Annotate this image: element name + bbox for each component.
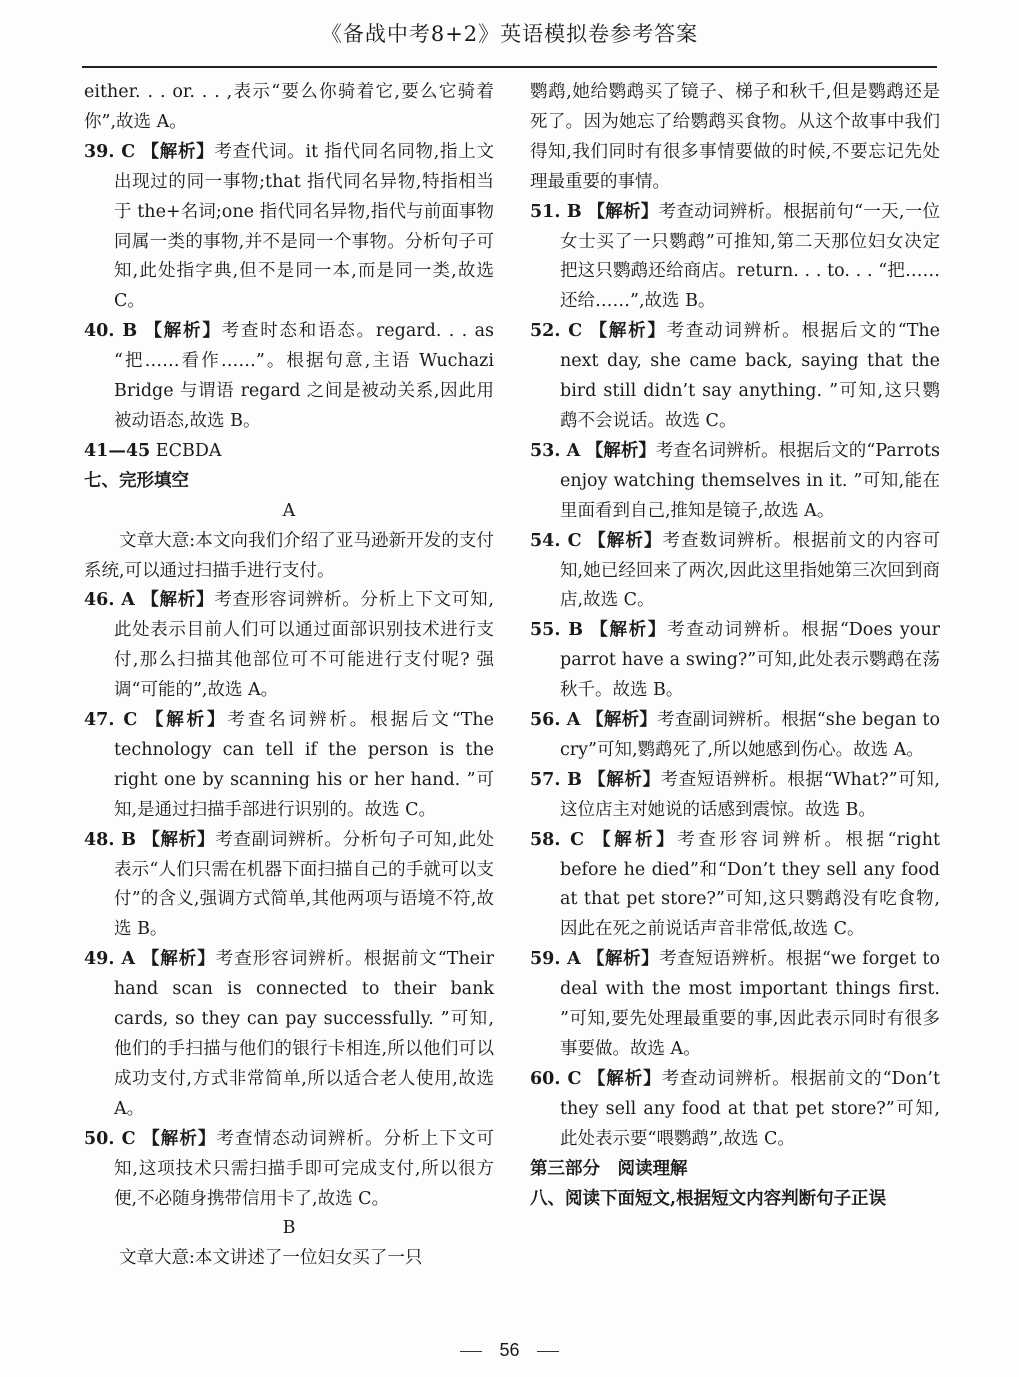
analysis-tag: 【解析】 xyxy=(589,321,667,342)
answer-number: 54. C xyxy=(530,530,582,551)
answer-item xyxy=(530,317,940,437)
analysis-tag: 【解析】 xyxy=(593,829,678,850)
answer-text: 考查形容词辨析。分析上下文可知,此处表示目前人们可以通过面部识别技术进行支付,那么扫描其他部位可不可能进行支付呢? 强调“可能的”,故选 A。 xyxy=(114,590,494,701)
analysis-tag: 【解析】 xyxy=(587,201,659,222)
analysis-tag: 【解析】 xyxy=(142,1128,217,1149)
answer-number: 55. B xyxy=(530,620,584,641)
answer-item xyxy=(84,317,494,437)
answer-item xyxy=(530,766,940,826)
section-heading: 第三部分 阅读理解 xyxy=(530,1158,688,1179)
header-rule xyxy=(82,66,937,68)
answer-text: 考查形容词辨析。根据前文“Their hand scan is connected to their bank cards, so they can pay successfully. ”可知,他们的手扫描与他们的银行卡相连,所以他们可以成功支付,方式非常简单,所以适合老人使用,故选 A。 xyxy=(114,949,494,1119)
answer-item xyxy=(84,586,494,706)
answer-item xyxy=(530,826,940,946)
answer-text: 考查动词辨析。根据前文的“Don’t they sell any food at that pet store?”可知,此处表示要“喂鹦鹉”,故选 C。 xyxy=(560,1068,940,1149)
passage-summary: 文章大意:本文讲述了一位妇女买了一只 xyxy=(119,1248,423,1269)
answer-number: 49. A xyxy=(84,949,136,970)
footer-dash-right xyxy=(537,1351,559,1352)
analysis-tag: 【解析】 xyxy=(141,590,215,611)
answer-number: 58. C xyxy=(530,829,584,850)
section-heading: 七、完形填空 xyxy=(84,470,189,491)
answer-number: 56. A xyxy=(530,710,581,731)
analysis-tag: 【解析】 xyxy=(141,949,216,970)
answer-number: 57. B xyxy=(530,769,582,790)
answer-number: 53. A xyxy=(530,440,581,461)
answer-item xyxy=(84,437,494,467)
analysis-tag: 【解析】 xyxy=(144,321,222,342)
answer-text: 考查数词辨析。根据前文的内容可知,她已经回来了两次,因此这里指她第三次回到商店,故选 C。 xyxy=(560,530,941,611)
answer-number: 59. A xyxy=(530,949,581,970)
answer-number: 48. B xyxy=(84,829,137,850)
answer-text: 考查情态动词辨析。分析上下文可知,这项技术只需扫描手即可完成支付,所以很方便,不必随身携带信用卡了,故选 C。 xyxy=(114,1128,495,1209)
answer-item xyxy=(530,616,940,706)
answer-text: ECBDA xyxy=(155,440,222,461)
answer-number: 52. C xyxy=(530,321,583,342)
answer-item xyxy=(530,198,940,318)
answer-text: 考查时态和语态。regard. . . as “把……看作……”。根据句意,主语 Wuchazi Bridge 与谓语 regard 之间是被动关系,因此用被动语态,故选 B。 xyxy=(114,321,495,431)
header-title: 《备战中考8+2》英语模拟卷参考答案 xyxy=(320,22,699,46)
answer-number: 60. C xyxy=(530,1068,582,1089)
answer-item xyxy=(530,945,940,1065)
passage-label: A xyxy=(282,500,296,521)
analysis-tag: 【解析】 xyxy=(588,530,663,551)
right-column xyxy=(530,78,940,1214)
answer-text: 考查副词辨析。分析句子可知,此处表示“人们只需在机器下面扫描自己的手就可以支付”的含义,强调方式简单,其他两项与语境不符,故选 B。 xyxy=(114,829,494,940)
answer-text: 考查动词辨析。根据前句“一天,一位女士买了一只鹦鹉”可推知,第二天那位妇女决定把这只鹦鹉还给商店。return. . . to. . . “把……还给……”,故选 B。 xyxy=(560,201,940,312)
answer-text: 考查短语辨析。根据“we forget to deal with the most important things first. ”可知,要先处理最重要的事,因此表示同时有很多事要做。故选 A。 xyxy=(560,949,941,1059)
answer-item xyxy=(530,706,940,766)
answer-text: 考查短语辨析。根据“What?”可知,这位店主对她说的话感到震惊。故选 B。 xyxy=(560,769,940,820)
analysis-tag: 【解析】 xyxy=(142,829,216,850)
answer-text: 考查名词辨析。根据后文的“Parrots enjoy watching themselves in it. ”可知,能在里面看到自己,推知是镜子,故选 A。 xyxy=(560,440,940,521)
passage-label: B xyxy=(282,1218,296,1239)
answer-number: 51. B xyxy=(530,201,582,222)
answer-number: 50. C xyxy=(84,1128,136,1149)
answer-item xyxy=(530,437,940,527)
page-number: 56 xyxy=(499,1340,520,1360)
answer-item xyxy=(84,706,494,826)
analysis-tag: 【解析】 xyxy=(588,769,661,790)
answer-text: 考查名词辨析。根据后文“The technology can tell if the person is the right one by scanning his or her hand. ”可知,是通过扫描手部进行识别的。故选 C。 xyxy=(114,710,495,820)
page-header xyxy=(0,18,1019,48)
left-column xyxy=(84,78,494,1274)
answer-item xyxy=(530,527,940,617)
answer-item xyxy=(530,1065,940,1155)
analysis-tag: 【解析】 xyxy=(586,949,660,970)
analysis-tag: 【解析】 xyxy=(585,440,656,461)
answer-number: 40. B xyxy=(84,321,138,342)
answer-item xyxy=(84,826,494,946)
section-heading: 八、阅读下面短文,根据短文内容判断句子正误 xyxy=(530,1188,887,1209)
answer-item xyxy=(84,945,494,1124)
analysis-tag: 【解析】 xyxy=(145,710,228,731)
footer-dash-left xyxy=(460,1351,482,1352)
analysis-tag: 【解析】 xyxy=(590,620,668,641)
continued-text: 鹦鹉,她给鹦鹉买了镜子、梯子和秋千,但是鹦鹉还是死了。因为她忘了给鹦鹉买食物。从这个故事中我们得知,我们同时有很多事情要做的时候,不要忘记先处理最重要的事情。 xyxy=(530,82,940,192)
continued-text: either. . . or. . . ,表示“要么你骑着它,要么它骑着你”,故选 A。 xyxy=(84,82,494,132)
answer-number: 47. C xyxy=(84,710,138,731)
answer-text: 考查副词辨析。根据“she began to cry”可知,鹦鹉死了,所以她感到伤心。故选 A。 xyxy=(560,710,940,760)
answer-number: 39. C xyxy=(84,141,136,162)
passage-summary: 文章大意:本文向我们介绍了亚马逊新开发的支付系统,可以通过扫描手进行支付。 xyxy=(84,530,494,581)
answer-number: 46. A xyxy=(84,590,135,611)
answer-text: 考查动词辨析。根据后文的“The next day, she came back, saying that the bird still didn’t say anything. ”可知,这只鹦鹉不会说话。故选 C。 xyxy=(560,321,940,431)
answer-item xyxy=(84,138,494,317)
answer-text: 考查动词辨析。根据“Does your parrot have a swing?”可知,此处表示鹦鹉在荡秋千。故选 B。 xyxy=(560,620,940,701)
answer-text: 考查形容词辨析。根据“right before he died”和“Don’t they sell any food at that pet store?”可知,这只鹦鹉没有吃食物,因此在死之前说话声音非常低,故选 C。 xyxy=(560,829,940,940)
analysis-tag: 【解析】 xyxy=(586,710,658,731)
page-footer xyxy=(0,1340,1019,1361)
analysis-tag: 【解析】 xyxy=(587,1068,662,1089)
answer-number: 41—45 xyxy=(84,440,151,461)
answer-text: 考查代词。it 指代同名同物,指上文出现过的同一事物;that 指代同名异物,特指相当于 the+名词;one 指代同名异物,指代与前面事物同属一类的事物,并不是同一个事物。分析句子可知,此处指字典,但不是同一本,而是同一类,故选 C。 xyxy=(114,141,495,312)
analysis-tag: 【解析】 xyxy=(141,141,215,162)
answer-item xyxy=(84,1125,494,1215)
